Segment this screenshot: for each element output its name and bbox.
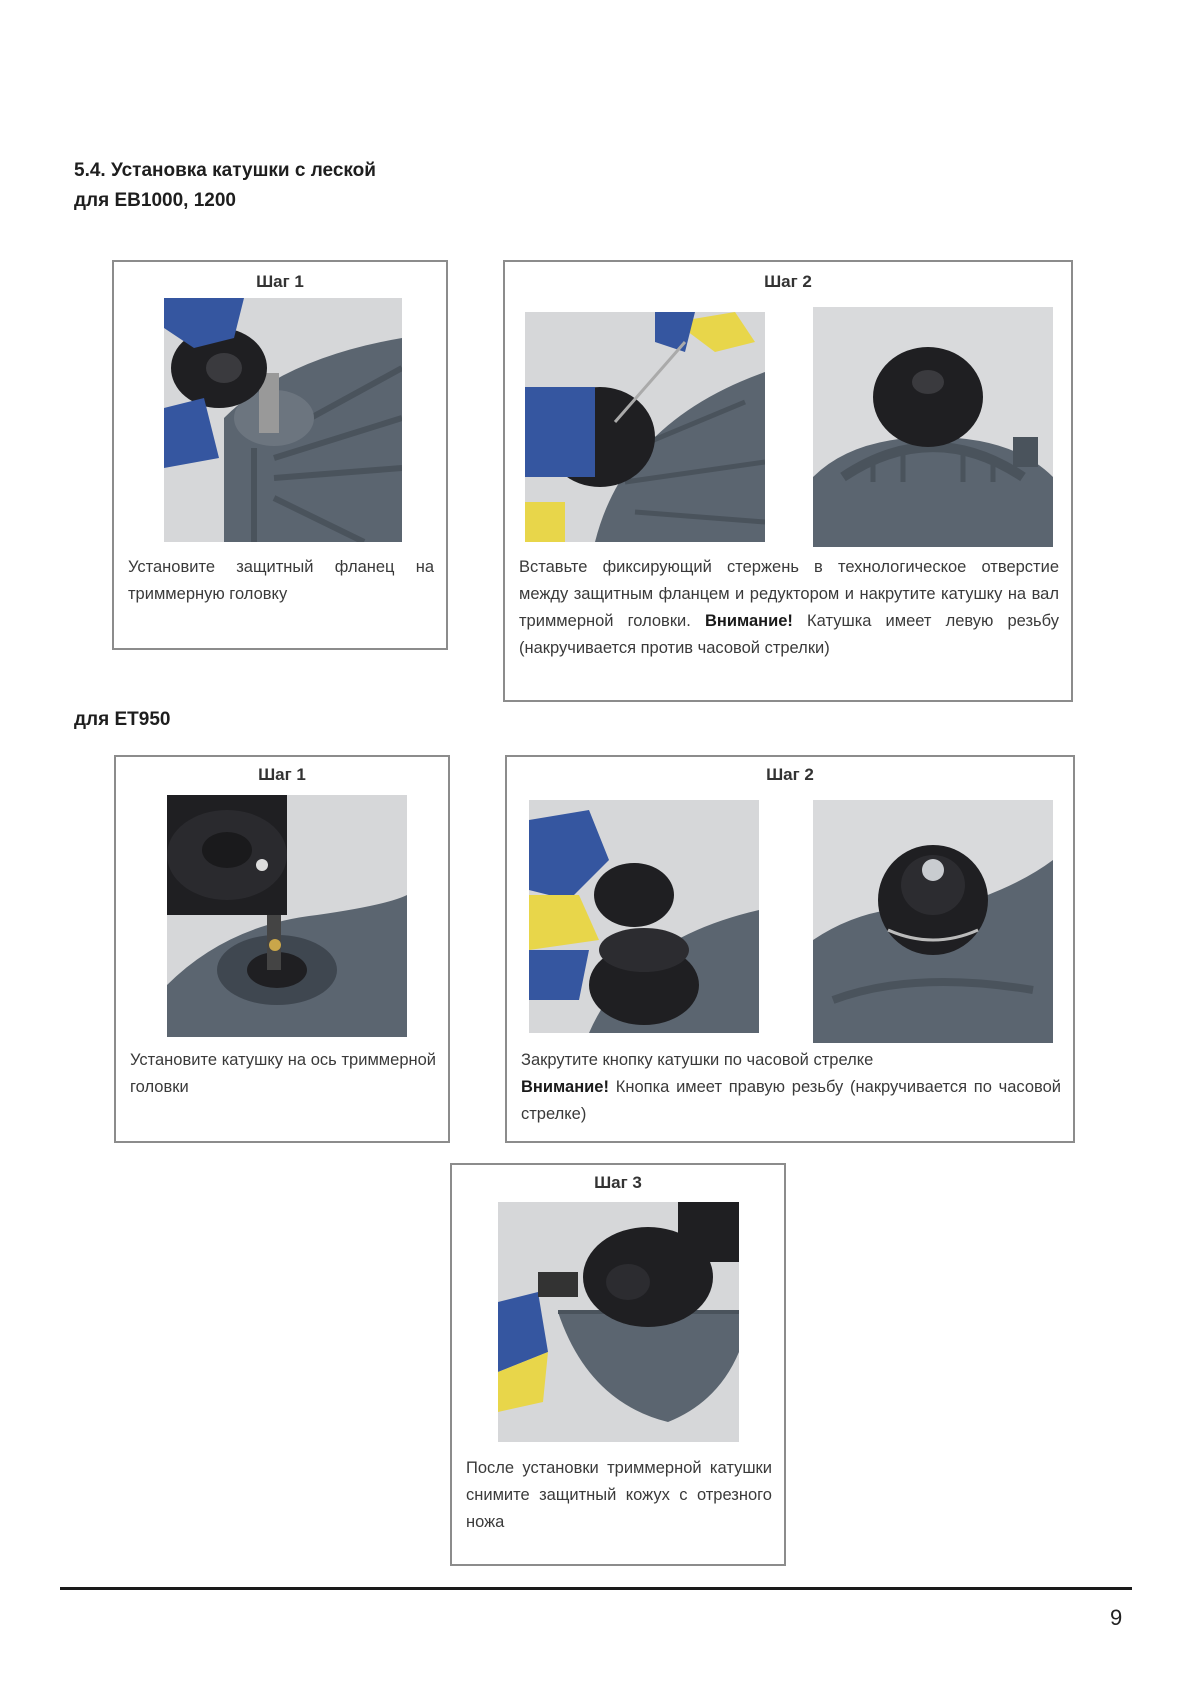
spool-on-axis-photo xyxy=(167,795,407,1037)
caption-text: Закрутите кнопку катушки по часовой стрелке xyxy=(521,1051,874,1069)
rod-insert-photo xyxy=(525,312,765,542)
step-card-et-2 xyxy=(505,755,1075,1143)
subsection-title-eb: для EB1000, 1200 xyxy=(74,190,236,211)
warning-text: Кнопка имеет правую резьбу (накручивается по часовой стрелке) xyxy=(521,1078,1061,1123)
step-title: Шаг 2 xyxy=(766,765,814,784)
step-title: Шаг 3 xyxy=(594,1173,642,1192)
step-title: Шаг 1 xyxy=(258,765,306,784)
step-card-et-3 xyxy=(450,1163,786,1566)
warning-label: Внимание! xyxy=(521,1078,609,1096)
warning-label: Внимание! xyxy=(704,612,793,630)
step-card-eb-2 xyxy=(503,260,1073,702)
step-title: Шаг 2 xyxy=(764,272,812,291)
warning-text: Катушка имеет левую резьбу (накручивается против часовой стрелки) xyxy=(519,612,1059,657)
step-card-eb-1 xyxy=(112,260,448,650)
section-title: 5.4. Установка катушки с леской xyxy=(74,160,376,181)
step-caption: Установите катушку на ось триммерной головки xyxy=(130,1051,436,1096)
button-mounted-photo xyxy=(813,800,1053,1043)
spool-mounted-photo xyxy=(813,307,1053,547)
step-caption: Установите защитный фланец на триммерную головку xyxy=(128,558,434,603)
spool-flange-install-photo xyxy=(164,298,402,542)
caption-text: Вставьте фиксирующий стержень в технологическое отверстие между защитным фланцем и редуктором и накрутите катушку на вал триммерной головки. xyxy=(519,558,1059,630)
blade-cover-removal-photo xyxy=(498,1202,739,1442)
step-title: Шаг 1 xyxy=(256,272,304,291)
step-caption xyxy=(519,554,1059,662)
step-caption xyxy=(521,1047,1061,1128)
footer-rule xyxy=(60,1587,1132,1590)
step-card-et-1 xyxy=(114,755,450,1143)
button-screw-photo xyxy=(529,800,759,1033)
subsection-title-et: для ET950 xyxy=(74,709,171,730)
page-number: 9 xyxy=(1110,1605,1123,1630)
step-caption: После установки триммерной катушки снимите защитный кожух с отрезного ножа xyxy=(466,1459,772,1531)
